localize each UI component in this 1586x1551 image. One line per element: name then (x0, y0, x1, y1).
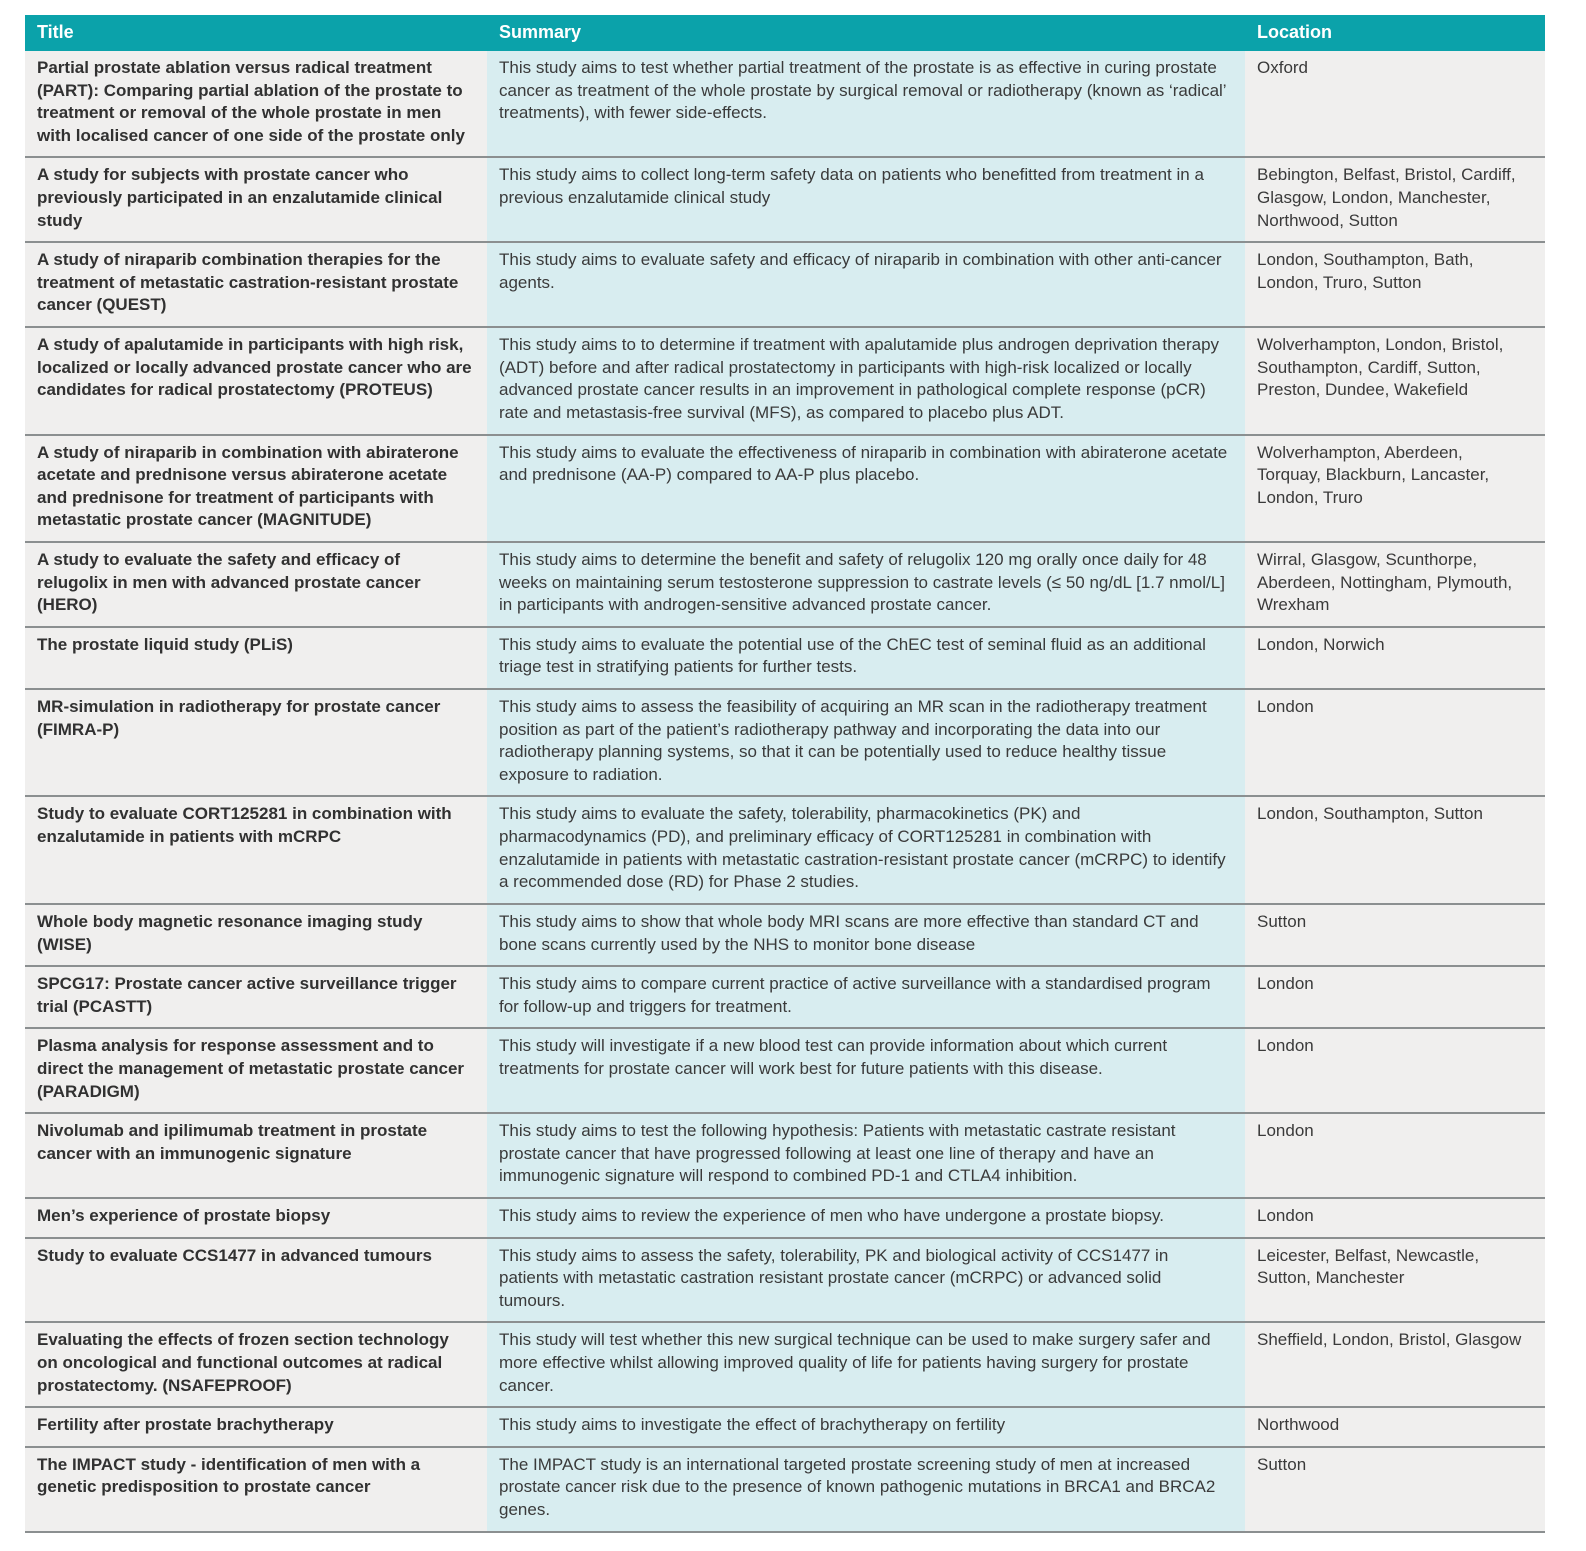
summary-cell: This study aims to test whether partial treatment of the prostate is as effective in curing prostate cancer as treatment of the whole prostate by surgical removal or radiotherapy (known as ‘radical’ treatments), with fewer side-effects. (487, 51, 1245, 157)
table-row (25, 51, 1545, 157)
location-cell: Sutton (1245, 904, 1545, 966)
location-cell: London (1245, 1198, 1545, 1238)
summary-cell: This study aims to to determine if treatment with apalutamide plus androgen deprivation therapy (ADT) before and after radical prostatectomy in participants with high-risk localized or locally advanced prostate cancer results in an improvement in pathological complete response (pCR) rate and metastasis-free survival (MFS), as compared to placebo plus ADT. (487, 327, 1245, 434)
summary-cell: This study aims to assess the safety, tolerability, PK and biological activity of CCS1477 in patients with metastatic castration resistant prostate cancer (mCRPC) or advanced solid tumours. (487, 1238, 1245, 1323)
table-header (25, 15, 1545, 51)
summary-cell: This study aims to review the experience of men who have undergone a prostate biopsy. (487, 1198, 1245, 1238)
location-cell: London (1245, 966, 1545, 1028)
title-cell: Nivolumab and ipilimumab treatment in prostate cancer with an immunogenic signature (25, 1113, 487, 1198)
table-row (25, 1238, 1545, 1323)
table-row (25, 1028, 1545, 1113)
title-cell: A study for subjects with prostate cancer who previously participated in an enzalutamide clinical study (25, 157, 487, 242)
clinical-trials-table (25, 15, 1545, 1533)
table-row (25, 242, 1545, 327)
table-row (25, 627, 1545, 689)
location-cell: Wolverhampton, Aberdeen, Torquay, Blackburn, Lancaster, London, Truro (1245, 435, 1545, 542)
location-cell: Sheffield, London, Bristol, Glasgow (1245, 1322, 1545, 1407)
title-cell: Men’s experience of prostate biopsy (25, 1198, 487, 1238)
table-row (25, 1113, 1545, 1198)
header-cell-summary: Summary (487, 15, 1245, 51)
table-row (25, 435, 1545, 542)
table-row (25, 689, 1545, 796)
summary-cell: This study will test whether this new surgical technique can be used to make surgery safer and more effective whilst allowing improved quality of life for patients having surgery for prostate cancer. (487, 1322, 1245, 1407)
table-row (25, 157, 1545, 242)
title-cell: A study of niraparib combination therapies for the treatment of metastatic castration-resistant prostate cancer (QUEST) (25, 242, 487, 327)
location-cell: Leicester, Belfast, Newcastle, Sutton, Manchester (1245, 1238, 1545, 1323)
summary-cell: This study aims to evaluate safety and efficacy of niraparib in combination with other anti-cancer agents. (487, 242, 1245, 327)
title-cell: Evaluating the effects of frozen section technology on oncological and functional outcomes at radical prostatectomy. (NSAFEPROOF) (25, 1322, 487, 1407)
summary-cell: The IMPACT study is an international targeted prostate screening study of men at increased prostate cancer risk due to the presence of known pathogenic mutations in BRCA1 and BRCA2 genes. (487, 1447, 1245, 1532)
summary-cell: This study aims to compare current practice of active surveillance with a standardised program for follow-up and triggers for treatment. (487, 966, 1245, 1028)
location-cell: Sutton (1245, 1447, 1545, 1532)
table-row (25, 796, 1545, 903)
location-cell: London (1245, 1113, 1545, 1198)
table-row (25, 1407, 1545, 1447)
summary-cell: This study aims to test the following hypothesis: Patients with metastatic castrate resistant prostate cancer that have progressed following at least one line of therapy and have an immunogenic signature will respond to combined PD-1 and CTLA4 inhibition. (487, 1113, 1245, 1198)
title-cell: SPCG17: Prostate cancer active surveillance trigger trial (PCASTT) (25, 966, 487, 1028)
header-cell-location: Location (1245, 15, 1545, 51)
summary-cell: This study aims to determine the benefit and safety of relugolix 120 mg orally once daily for 48 weeks on maintaining serum testosterone suppression to castrate levels (≤ 50 ng/dL [1.7 nmol/L] in participants with androgen-sensitive advanced prostate cancer. (487, 542, 1245, 627)
header-cell-title: Title (25, 15, 487, 51)
location-cell: London (1245, 689, 1545, 796)
table-row (25, 1322, 1545, 1407)
location-cell: London (1245, 1028, 1545, 1113)
summary-cell: This study aims to show that whole body MRI scans are more effective than standard CT and bone scans currently used by the NHS to monitor bone disease (487, 904, 1245, 966)
title-cell: A study of niraparib in combination with abiraterone acetate and prednisone versus abiraterone acetate and prednisone for treatment of participants with metastatic prostate cancer (MAGNITUDE) (25, 435, 487, 542)
title-cell: Study to evaluate CORT125281 in combination with enzalutamide in patients with mCRPC (25, 796, 487, 903)
header-row (25, 15, 1545, 51)
table-row (25, 966, 1545, 1028)
title-cell: Fertility after prostate brachytherapy (25, 1407, 487, 1447)
location-cell: Oxford (1245, 51, 1545, 157)
title-cell: Partial prostate ablation versus radical treatment (PART): Comparing partial ablation of the prostate to treatment or removal of the whole prostate in men with localised cancer of one side of the prostate only (25, 51, 487, 157)
location-cell: London, Southampton, Sutton (1245, 796, 1545, 903)
summary-cell: This study aims to collect long-term safety data on patients who benefitted from treatment in a previous enzalutamide clinical study (487, 157, 1245, 242)
title-cell: The IMPACT study - identification of men with a genetic predisposition to prostate cancer (25, 1447, 487, 1532)
title-cell: A study to evaluate the safety and efficacy of relugolix in men with advanced prostate cancer (HERO) (25, 542, 487, 627)
summary-cell: This study will investigate if a new blood test can provide information about which current treatments for prostate cancer will work best for future patients with this disease. (487, 1028, 1245, 1113)
summary-cell: This study aims to evaluate the effectiveness of niraparib in combination with abiraterone acetate and prednisone (AA-P) compared to AA-P plus placebo. (487, 435, 1245, 542)
table-row (25, 1198, 1545, 1238)
title-cell: The prostate liquid study (PLiS) (25, 627, 487, 689)
location-cell: London, Norwich (1245, 627, 1545, 689)
summary-cell: This study aims to assess the feasibility of acquiring an MR scan in the radiotherapy treatment position as part of the patient’s radiotherapy pathway and incorporating the data into our radiotherapy planning systems, so that it can be potentially used to reduce healthy tissue exposure to radiation. (487, 689, 1245, 796)
location-cell: Northwood (1245, 1407, 1545, 1447)
location-cell: London, Southampton, Bath, London, Truro, Sutton (1245, 242, 1545, 327)
title-cell: A study of apalutamide in participants with high risk, localized or locally advanced prostate cancer who are candidates for radical prostatectomy (PROTEUS) (25, 327, 487, 434)
summary-cell: This study aims to investigate the effect of brachytherapy on fertility (487, 1407, 1245, 1447)
table-row (25, 542, 1545, 627)
table-body (25, 51, 1545, 1532)
summary-cell: This study aims to evaluate the safety, tolerability, pharmacokinetics (PK) and pharmacodynamics (PD), and preliminary efficacy of CORT125281 in combination with enzalutamide in patients with metastatic castration-resistant prostate cancer (mCRPC) to identify a recommended dose (RD) for Phase 2 studies. (487, 796, 1245, 903)
location-cell: Bebington, Belfast, Bristol, Cardiff, Glasgow, London, Manchester, Northwood, Sutton (1245, 157, 1545, 242)
title-cell: Whole body magnetic resonance imaging study (WISE) (25, 904, 487, 966)
title-cell: Plasma analysis for response assessment and to direct the management of metastatic prostate cancer (PARADIGM) (25, 1028, 487, 1113)
table-row (25, 1447, 1545, 1532)
title-cell: MR-simulation in radiotherapy for prostate cancer (FIMRA-P) (25, 689, 487, 796)
summary-cell: This study aims to evaluate the potential use of the ChEC test of seminal fluid as an additional triage test in stratifying patients for further tests. (487, 627, 1245, 689)
table-row (25, 904, 1545, 966)
location-cell: Wolverhampton, London, Bristol, Southampton, Cardiff, Sutton, Preston, Dundee, Wakefield (1245, 327, 1545, 434)
title-cell: Study to evaluate CCS1477 in advanced tumours (25, 1238, 487, 1323)
table-row (25, 327, 1545, 434)
location-cell: Wirral, Glasgow, Scunthorpe, Aberdeen, Nottingham, Plymouth, Wrexham (1245, 542, 1545, 627)
